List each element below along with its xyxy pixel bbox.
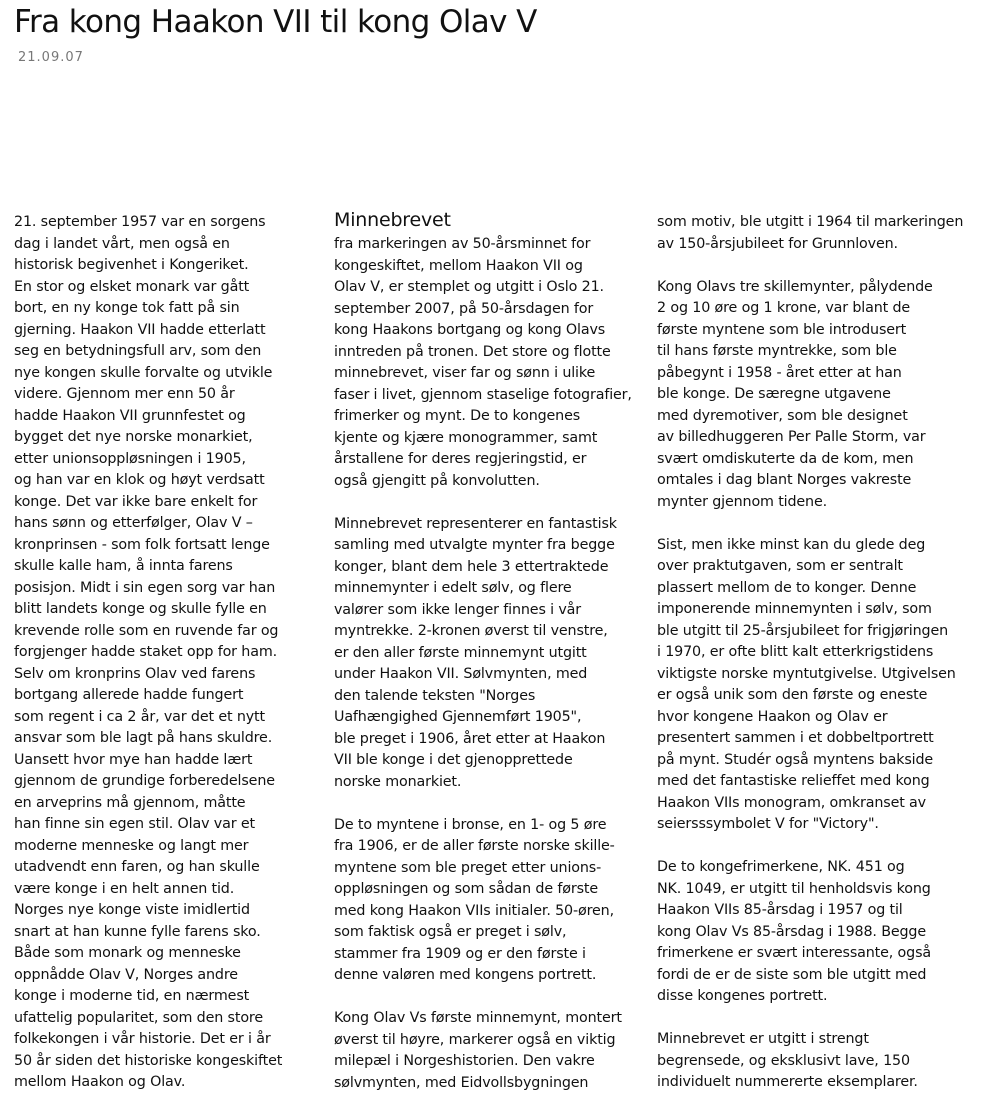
- text-line: Haakon VIIs 85-årsdag i 1957 og til: [657, 902, 903, 918]
- text-line: kronprinsen - som folk fortsatt lenge: [14, 536, 270, 553]
- text-line: til hans første myntrekke, som ble: [657, 343, 897, 359]
- text-line: valører som ikke lenger finnes i vår: [334, 601, 582, 618]
- text-line: fordi de er de siste som ble utgitt med: [657, 966, 927, 983]
- section-heading-minnebrevet: Minnebrevet: [334, 209, 451, 231]
- paragraph: [657, 535, 962, 836]
- text-line: imponerende minnemynten i sølv, som: [657, 601, 932, 617]
- text-line: En stor og elsket monark var gått: [14, 278, 250, 295]
- text-line: begrensede, og eksklusivt lave, 150: [657, 1052, 910, 1069]
- text-line: forgjenger hadde staket opp for ham.: [14, 644, 277, 660]
- paragraph: [657, 212, 962, 255]
- text-line: Selv om kronprins Olav ved farens: [14, 665, 256, 682]
- text-line: krevende rolle som en ruvende far og: [14, 622, 279, 639]
- paragraph: [14, 212, 319, 1094]
- text-line: Uansett hvor mye han hadde lært: [14, 751, 253, 768]
- text-line: som faktisk også er preget i sølv,: [334, 924, 567, 940]
- text-line: en arveprins må gjennom, måtte: [14, 794, 246, 811]
- text-line: over praktutgaven, som er sentralt: [657, 558, 903, 574]
- text-line: bortgang allerede hadde fungert: [14, 687, 244, 703]
- text-line: av billedhuggeren Per Palle Storm, var: [657, 429, 926, 445]
- text-line: historisk begivenhet i Kongeriket.: [14, 257, 249, 273]
- text-line: påbegynt i 1958 - året etter at han: [657, 364, 902, 381]
- text-line: faser i livet, gjennom staselige fotografier,: [334, 386, 632, 403]
- text-line: ansvar som ble lagt på hans skuldre.: [14, 730, 273, 746]
- text-line: skulle kalle ham, å innta farens: [14, 558, 233, 574]
- text-line: mellom Haakon og Olav.: [14, 1074, 186, 1090]
- text-line: minnemynter i edelt sølv, og flere: [334, 580, 572, 596]
- text-line: konge. Det var ikke bare enkelt for: [14, 493, 258, 510]
- text-line: oppnådde Olav V, Norges andre: [14, 966, 238, 983]
- text-line: Uafhængighed Gjennemført 1905",: [334, 709, 582, 725]
- text-line: gjerning. Haakon VII hadde etterlatt: [14, 321, 266, 338]
- paragraph: [334, 1008, 639, 1094]
- text-line: som motiv, ble utgitt i 1964 til markeringen: [657, 214, 964, 230]
- text-line: Kong Olav Vs første minnemynt, montert: [334, 1010, 622, 1026]
- text-line: seiersssymbolet V for "Victory".: [657, 816, 879, 832]
- text-line: minnebrevet, viser far og sønn i ulike: [334, 365, 596, 381]
- text-line: viktigste norske myntutgivelse. Utgivelsen: [657, 665, 956, 682]
- text-line: Minnebrevet representerer en fantastisk: [334, 515, 617, 532]
- text-line: myntrekke. 2-kronen øverst til venstre,: [334, 623, 608, 639]
- text-line: seg en betydningsfull arv, som den: [14, 343, 262, 359]
- text-line: kong Haakons bortgang og kong Olavs: [334, 322, 606, 338]
- text-line: presentert sammen i et dobbeltportrett: [657, 730, 934, 746]
- text-line: på mynt. Studér også myntens bakside: [657, 751, 934, 768]
- text-line: fra 1906, er de aller første norske skille-: [334, 838, 615, 854]
- text-line: sølvmynten, med Eidvollsbygningen: [334, 1074, 589, 1091]
- paragraph: [657, 857, 962, 1008]
- text-column-2: [334, 209, 639, 1116]
- text-line: snart at han kunne fylle farens sko.: [14, 923, 261, 940]
- text-line: frimerker og mynt. De to kongenes: [334, 408, 581, 424]
- text-line: er den aller første minnemynt utgitt: [334, 644, 587, 661]
- text-line: øverst til høyre, markerer også en viktig: [334, 1031, 616, 1048]
- text-line: ble konge. De særegne utgavene: [657, 386, 891, 402]
- text-line: ble utgitt til 25-årsjubileet for frigjøringen: [657, 622, 949, 639]
- article-date: 21.09.07: [18, 50, 84, 65]
- text-line: posisjon. Midt i sin egen sorg var han: [14, 579, 276, 596]
- text-line: ble preget i 1906, året etter at Haakon: [334, 730, 606, 747]
- text-line: hvor kongene Haakon og Olav er: [657, 708, 888, 725]
- text-line: etter unionsoppløsningen i 1905,: [14, 450, 246, 467]
- text-line: som regent i ca 2 år, var det et nytt: [14, 708, 265, 725]
- text-line: folkekongen i vår historie. Det er i år: [14, 1031, 271, 1047]
- text-line: og han var en klok og høyt verdsatt: [14, 472, 265, 488]
- text-line: oppløsningen og som sådan de første: [334, 881, 598, 897]
- text-line: Sist, men ikke minst kan du glede deg: [657, 536, 926, 553]
- text-line: også gjengitt på konvolutten.: [334, 472, 540, 489]
- text-line: konge i moderne tid, en nærmest: [14, 988, 250, 1004]
- text-line: blitt landets konge og skulle fylle en: [14, 601, 267, 617]
- text-line: individuelt nummererte eksemplarer.: [657, 1074, 918, 1090]
- text-line: under Haakon VII. Sølvmynten, med: [334, 666, 588, 682]
- text-line: 21. september 1957 var en sorgens: [14, 214, 266, 230]
- paragraph: [334, 514, 639, 794]
- text-line: kjente og kjære monogrammer, samt: [334, 429, 598, 446]
- text-line: er også unik som den første og eneste: [657, 687, 928, 703]
- text-line: med dyremotiver, som ble designet: [657, 407, 908, 424]
- text-line: konger, blant dem hele 3 ettertraktede: [334, 558, 609, 575]
- text-column-3: [657, 212, 962, 1115]
- text-line: den talende teksten "Norges: [334, 687, 536, 704]
- text-line: gjennom de grundige forberedelsene: [14, 773, 275, 789]
- text-line: De to myntene i bronse, en 1- og 5 øre: [334, 816, 607, 833]
- text-line: Haakon VIIs monogram, omkranset av: [657, 794, 926, 811]
- text-line: ufattelig popularitet, som den store: [14, 1009, 263, 1026]
- text-line: omtales i dag blant Norges vakreste: [657, 472, 912, 488]
- text-line: videre. Gjennom mer enn 50 år: [14, 386, 235, 402]
- text-line: norske monarkiet.: [334, 773, 462, 790]
- text-line: mynter gjennom tidene.: [657, 493, 828, 510]
- text-line: plassert mellom de to konger. Denne: [657, 579, 917, 596]
- text-line: disse kongenes portrett.: [657, 988, 828, 1004]
- text-line: 50 år siden det historiske kongeskiftet: [14, 1052, 283, 1069]
- text-line: med kong Haakon VIIs initialer. 50-øren,: [334, 902, 614, 919]
- text-line: september 2007, på 50-årsdagen for: [334, 300, 594, 317]
- text-line: Både som monark og menneske: [14, 945, 241, 961]
- text-line: være konge i en helt annen tid.: [14, 880, 235, 897]
- text-line: Olav V, er stemplet og utgitt i Oslo 21.: [334, 279, 604, 295]
- text-line: frimerkene er svært interessante, også: [657, 945, 931, 961]
- text-line: NK. 1049, er utgitt til henholdsvis kong: [657, 880, 931, 897]
- text-line: dag i landet vårt, men også en: [14, 235, 230, 252]
- text-line: denne valøren med kongens portrett.: [334, 967, 597, 983]
- text-line: bort, en ny konge tok fatt på sin: [14, 300, 240, 316]
- text-line: stammer fra 1909 og er den første i: [334, 945, 586, 962]
- text-line: De to kongefrimerkene, NK. 451 og: [657, 859, 905, 875]
- text-line: årstallene for deres regjeringstid, er: [334, 451, 587, 467]
- text-line: hans sønn og etterfølger, Olav V –: [14, 515, 253, 531]
- text-line: han finne sin egen stil. Olav var et: [14, 816, 255, 832]
- text-line: fra markeringen av 50-årsminnet for: [334, 236, 591, 252]
- text-line: av 150-årsjubileet for Grunnloven.: [657, 235, 898, 252]
- paragraph: [657, 1029, 962, 1094]
- text-line: Minnebrevet er utgitt i strengt: [657, 1031, 869, 1047]
- article-title: Fra kong Haakon VII til kong Olav V: [14, 4, 537, 40]
- text-line: kongeskiftet, mellom Haakon VII og: [334, 257, 583, 274]
- text-line: inntreden på tronen. Det store og flotte: [334, 343, 611, 360]
- text-line: bygget det nye norske monarkiet,: [14, 429, 253, 445]
- text-line: milepæl i Norgeshistorien. Den vakre: [334, 1053, 595, 1069]
- text-line: svært omdiskuterte da de kom, men: [657, 450, 914, 467]
- paragraph: [334, 234, 639, 492]
- paragraph: [657, 277, 962, 514]
- text-line: 2 og 10 øre og 1 krone, var blant de: [657, 300, 911, 316]
- text-line: utadvendt enn faren, og han skulle: [14, 859, 260, 875]
- text-column-1: [14, 212, 319, 1115]
- text-line: samling med utvalgte mynter fra begge: [334, 537, 615, 553]
- text-line: nye kongen skulle forvalte og utvikle: [14, 364, 273, 381]
- text-line: Kong Olavs tre skillemynter, pålydende: [657, 278, 933, 295]
- text-line: med det fantastiske relieffet med kong: [657, 773, 930, 789]
- text-line: myntene som ble preget etter unions-: [334, 859, 602, 876]
- text-line: Norges nye konge viste imidlertid: [14, 902, 250, 918]
- text-line: VII ble konge i det gjenopprettede: [334, 752, 573, 768]
- text-line: i 1970, er ofte blitt kalt etterkrigstidens: [657, 644, 934, 660]
- text-line: kong Olav Vs 85-årsdag i 1988. Begge: [657, 923, 926, 940]
- text-line: moderne menneske og langt mer: [14, 837, 249, 854]
- paragraph: [334, 815, 639, 987]
- text-line: første myntene som ble introdusert: [657, 321, 907, 338]
- text-line: hadde Haakon VII grunnfestet og: [14, 407, 246, 424]
